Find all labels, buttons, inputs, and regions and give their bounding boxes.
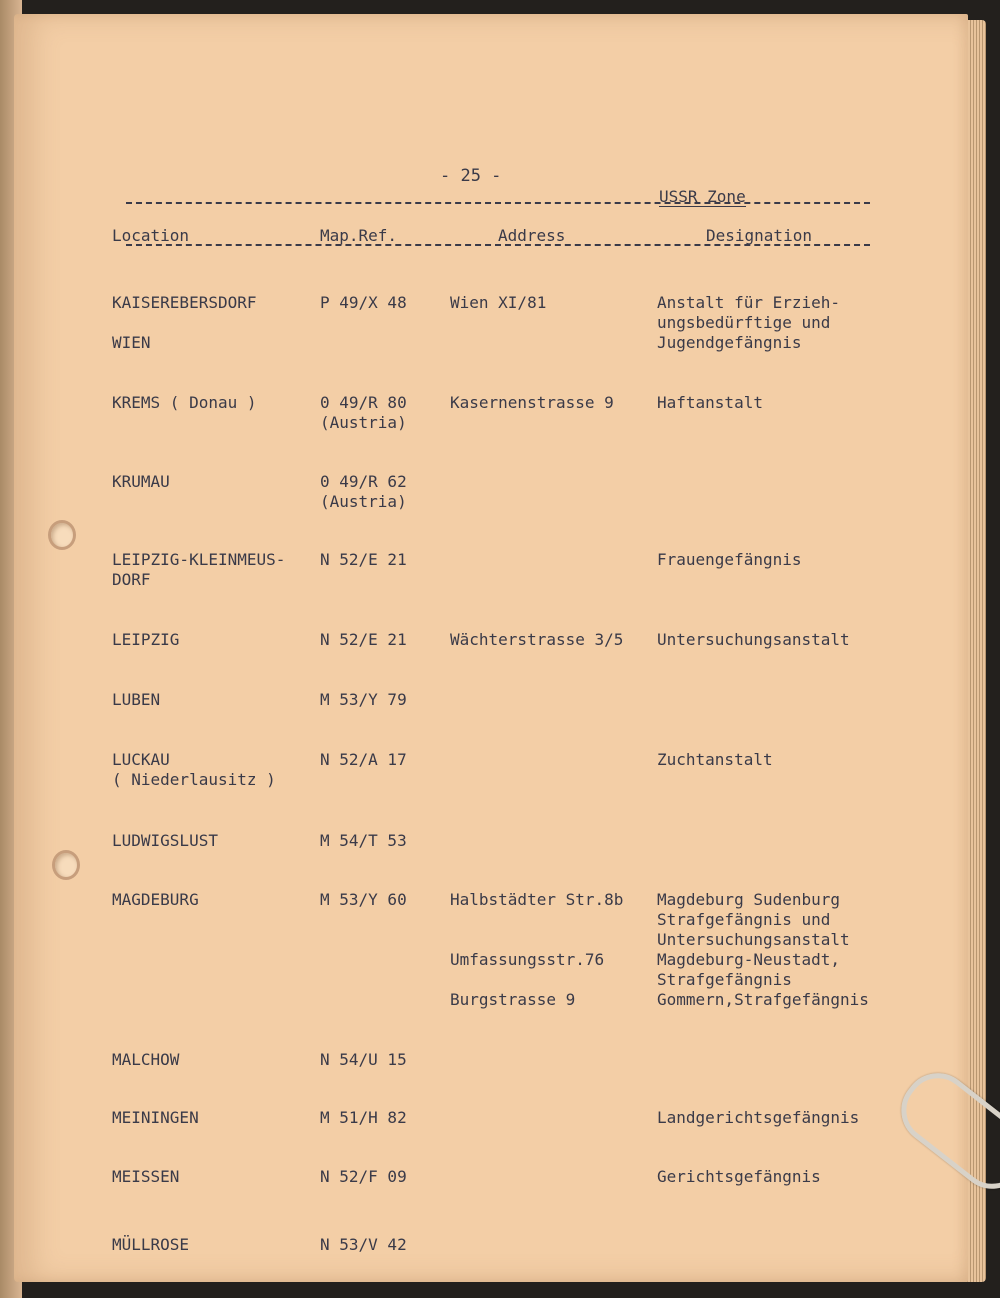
map-ref-cell: 0 49/R 80 (Austria) xyxy=(320,393,407,432)
header-rule-top xyxy=(126,202,870,204)
designation-cell: Haftanstalt xyxy=(657,393,763,412)
location-cell: MEININGEN xyxy=(112,1108,199,1127)
map-ref-cell: 0 49/R 62 (Austria) xyxy=(320,472,407,511)
location-cell: LEIPZIG-KLEINMEUS- DORF xyxy=(112,550,286,589)
location-cell: LEIPZIG xyxy=(112,630,180,649)
map-ref-cell: M 54/T 53 xyxy=(320,831,407,850)
location-cell: KREMS ( Donau ) xyxy=(112,393,257,412)
designation-cell: Anstalt für Erzieh- ungsbedürftige und Jugendgefängnis xyxy=(657,293,841,352)
header-location: Location xyxy=(112,226,190,245)
header-map-ref: Map.Ref. xyxy=(320,226,398,245)
designation-cell: Frauengefängnis xyxy=(657,550,802,569)
header-address: Address xyxy=(498,226,566,245)
header-designation: Designation xyxy=(706,226,812,245)
location-cell: KAISEREBERSDORF WIEN xyxy=(112,293,257,352)
map-ref-cell: N 52/E 21 xyxy=(320,550,407,569)
designation-cell: Zuchtanstalt xyxy=(657,750,773,769)
map-ref-cell: M 53/Y 60 xyxy=(320,890,407,909)
map-ref-cell: P 49/X 48 xyxy=(320,293,407,312)
map-ref-cell: N 53/V 42 xyxy=(320,1235,407,1254)
address-cell: Kasernenstrasse 9 xyxy=(450,393,614,412)
map-ref-cell: N 54/U 15 xyxy=(320,1050,407,1069)
header-rule-bottom xyxy=(126,244,870,246)
location-cell: LUBEN xyxy=(112,690,161,709)
punch-hole-bottom xyxy=(52,850,80,880)
address-cell: Wien XI/81 xyxy=(450,293,547,312)
map-ref-cell: N 52/E 21 xyxy=(320,630,407,649)
location-cell: LUDWIGSLUST xyxy=(112,831,218,850)
map-ref-cell: M 51/H 82 xyxy=(320,1108,407,1127)
zone-label: USSR Zone xyxy=(659,187,746,206)
designation-cell: Landgerichtsgefängnis xyxy=(657,1108,860,1127)
location-cell: MALCHOW xyxy=(112,1050,180,1069)
map-ref-cell: N 52/A 17 xyxy=(320,750,407,769)
location-cell: MAGDEBURG xyxy=(112,890,199,909)
designation-cell: Gerichtsgefängnis xyxy=(657,1167,821,1186)
location-cell: LUCKAU ( Niederlausitz ) xyxy=(112,750,276,789)
designation-cell: Magdeburg Sudenburg Strafgefängnis und Untersuchungsanstalt Magdeburg-Neustadt, Strafgefängnis Gommern,Strafgefängnis xyxy=(657,890,869,1009)
address-cell: Halbstädter Str.8b Umfassungsstr.76 Burgstrasse 9 xyxy=(450,890,624,1009)
location-cell: MÜLLROSE xyxy=(112,1235,190,1254)
map-ref-cell: M 53/Y 79 xyxy=(320,690,407,709)
designation-cell: Untersuchungsanstalt xyxy=(657,630,850,649)
page-number: - 25 - xyxy=(440,166,502,186)
map-ref-cell: N 52/F 09 xyxy=(320,1167,407,1186)
punch-hole-top xyxy=(48,520,76,550)
location-cell: KRUMAU xyxy=(112,472,170,491)
document-page xyxy=(14,14,968,1282)
address-cell: Wächterstrasse 3/5 xyxy=(450,630,624,649)
location-cell: MEISSEN xyxy=(112,1167,180,1186)
